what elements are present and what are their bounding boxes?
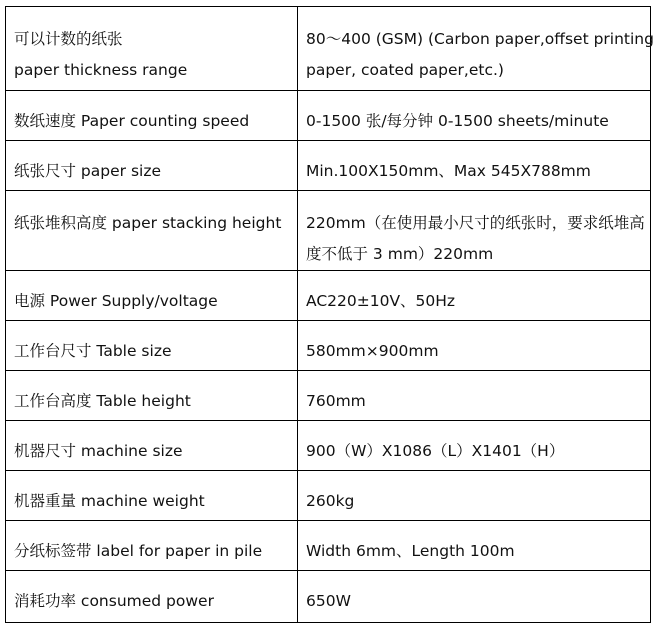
table-row-table-height [6,371,651,421]
param-cell [6,91,298,141]
value-cell [298,421,651,471]
value-cell [298,321,651,371]
value-cell [298,571,651,623]
value-text: 580mm×900mm [306,342,439,360]
param-label: 数纸速度 Paper counting speed [14,112,250,130]
value-text: 220mm（在使用最小尺寸的纸张时，要求纸堆高 [306,214,645,232]
table-row-stacking-height [6,191,651,271]
value-cell [298,271,651,321]
param-cell [6,271,298,321]
param-cell [6,321,298,371]
param-cell [6,571,298,623]
value-cell [298,91,651,141]
param-cell [6,191,298,271]
value-cell [298,471,651,521]
value-text: 度不低于 3 mm）220mm [306,245,494,263]
param-label: 机器尺寸 machine size [14,442,183,460]
table-row-label-tape [6,521,651,571]
param-cell [6,421,298,471]
param-cell [6,471,298,521]
param-label: 机器重量 machine weight [14,492,205,510]
table-row-consumed-power [6,571,651,623]
spec-table [5,6,654,623]
value-text: AC220±10V、50Hz [306,292,456,310]
value-text: 0-1500 张/每分钟 0-1500 sheets/minute [306,112,609,130]
value-text: 650W [306,592,351,610]
param-label: 可以计数的纸张 [14,30,123,48]
table-row-machine-weight [6,471,651,521]
param-label: 纸张尺寸 paper size [14,162,161,180]
param-label: paper thickness range [14,61,188,79]
value-text: 900（W）X1086（L）X1401（H） [306,442,565,460]
param-label: 工作台高度 Table height [14,392,191,410]
param-label: 纸张堆积高度 paper stacking height [14,214,282,232]
table-row-power-supply [6,271,651,321]
param-label: 消耗功率 consumed power [14,592,214,610]
param-cell [6,371,298,421]
table-row-counting-speed [6,91,651,141]
value-text: Min.100X150mm、Max 545X788mm [306,162,591,180]
table-row-paper-size [6,141,651,191]
param-label: 工作台尺寸 Table size [14,342,172,360]
value-text: 760mm [306,392,366,410]
param-cell [6,7,298,91]
value-text: 80～400 (GSM) (Carbon paper,offset printing [306,30,654,48]
table-row-paper-thickness [6,7,651,91]
value-cell [298,191,651,271]
value-cell [298,371,651,421]
param-label: 电源 Power Supply/voltage [14,292,218,310]
value-cell [298,521,651,571]
param-label: 分纸标签带 label for paper in pile [14,542,263,560]
value-text: paper, coated paper,etc.) [306,61,504,79]
value-cell [298,7,654,91]
value-text: 260kg [306,492,355,510]
table-row-machine-size [6,421,651,471]
value-cell [298,141,651,191]
value-text: Width 6mm、Length 100m [306,542,515,560]
param-cell [6,521,298,571]
table-row-table-size [6,321,651,371]
param-cell [6,141,298,191]
